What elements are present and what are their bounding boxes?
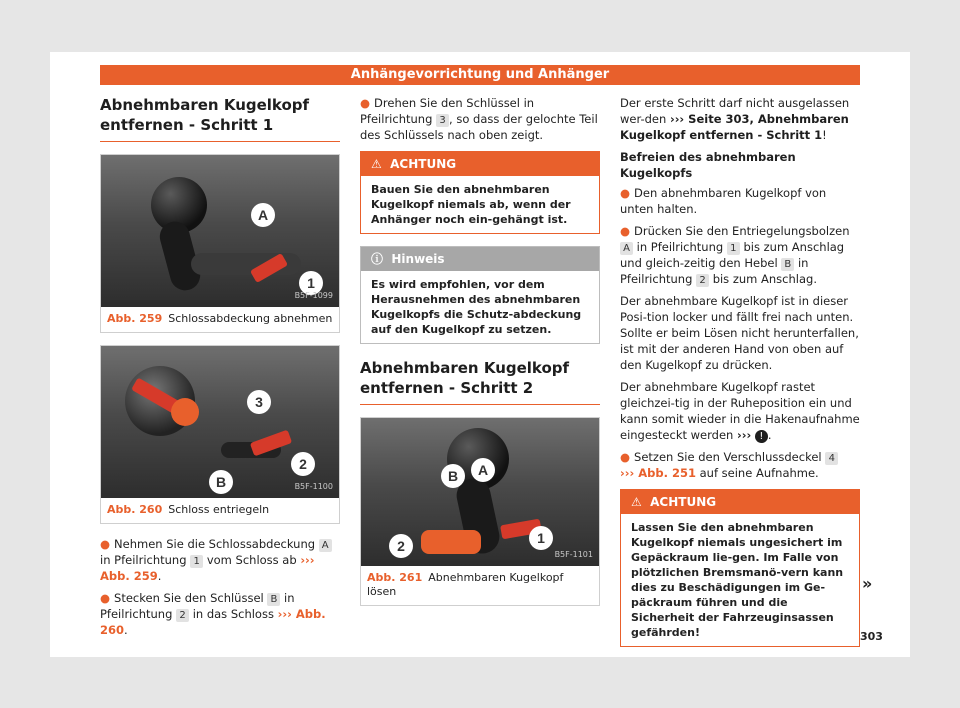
hand-illustration (421, 530, 481, 554)
lock-cover-illustration (171, 398, 199, 426)
figure-259 (100, 154, 340, 333)
bullet-dot: ● (100, 591, 111, 605)
warning-box (360, 151, 600, 234)
callout-a: A (471, 458, 495, 482)
label-box: A (620, 242, 633, 255)
warning-text: Bauen Sie den abnehmbaren Kugelkopf niemals ab, wenn der Anhänger noch ein-gehängt ist. (371, 183, 571, 226)
callout-1: 1 (299, 271, 323, 295)
figure-link[interactable]: ››› Abb. 251 (620, 466, 696, 480)
label-box: 3 (436, 114, 449, 127)
subheading-free-ball: Befreien des abnehmbaren Kugelkopfs (620, 150, 796, 180)
info-icon: ⓘ (371, 252, 384, 266)
warning-header: ⚠ ACHTUNG (621, 490, 859, 514)
bullet-turn-key: ● Drehen Sie den Schlüssel in Pfeilrichtung 3 , so dass der gelochte Teil des Schlüssels nach oben zeigt. (360, 96, 598, 142)
caption-text: Schlossabdeckung abnehmen (168, 312, 333, 325)
figure-260-caption (101, 498, 339, 523)
bullet-dot: ● (620, 450, 631, 464)
bullet-dot: ● (620, 224, 631, 238)
note-text: Es wird empfohlen, vor dem Herausnehmen des abnehmbaren Kugelkopfs die Schutz-abdeckung auf den Kugelkopf zu setzen. (371, 278, 582, 336)
label-box: B (267, 593, 280, 606)
bullet-insert-key: ● Stecken Sie den Schlüssel B in Pfeilrichtung 2 in das Schloss ››› Abb. 260. (100, 591, 326, 637)
page-number: 303 (860, 630, 883, 643)
page-link[interactable]: ››› Seite 303, Abnehmbaren Kugelkopf entfernen - Schritt 1 (620, 112, 849, 142)
title-rule (100, 141, 340, 142)
section-title-step1: Abnehmbaren Kugelkopf entfernen - Schritt 1 (100, 96, 310, 134)
bullet-remove-cover: ● Nehmen Sie die Schlossabdeckung A in Pfeilrichtung 1 vom Schloss ab ››› Abb. 259. (100, 536, 340, 584)
figure-261-image (361, 418, 599, 566)
figure-260-image (101, 346, 339, 498)
label-box: 4 (825, 452, 838, 465)
exclamation-icon: ! (755, 430, 768, 443)
label-box: 1 (190, 555, 203, 568)
callout-2: 2 (291, 452, 315, 476)
bullet-press-bolt: ● Drücken Sie den Entriegelungsbolzen A in Pfeilrichtung 1 bis zum Anschlag und gleich-zeitig den Hebel B in Pfeilrichtung 2 bis zum Anschlag. (620, 224, 850, 286)
caption-text: Schloss entriegeln (168, 503, 270, 516)
label-box: A (319, 539, 332, 552)
figure-number: Abb. 259 (107, 312, 163, 325)
callout-b: B (209, 470, 233, 494)
column-3 (620, 95, 860, 659)
figure-number: Abb. 260 (107, 503, 163, 516)
figure-link[interactable]: ››› Abb. 259 (100, 553, 315, 583)
figure-link[interactable]: ››› Abb. 260 (100, 607, 326, 637)
warning-text: Lassen Sie den abnehmbaren Kugelkopf niemals ungesichert im Gepäckraum lie-gen. Im Falle von plötzlichen Bremsmanö-vern kann dies zu Beschädigungen im Ge-päckraum führen und die Sicherheit der Fahrzeuginsassen gefährden! (631, 521, 844, 639)
column-2 (360, 95, 600, 618)
figure-number: Abb. 261 (367, 571, 423, 584)
warning-triangle-icon: ⚠ (631, 495, 642, 509)
warning-box (620, 489, 860, 647)
label-box: B (781, 258, 794, 271)
label-box: 2 (176, 609, 189, 622)
callout-1: 1 (529, 526, 553, 550)
callout-3: 3 (247, 390, 271, 414)
bullet-dot: ● (620, 186, 631, 200)
paragraph-rest-position: Der abnehmbare Kugelkopf rastet gleichzei-tig in der Ruheposition ein und kann somit wieder in die Hakenaufnahme eingesteckt werden ››› ! . (620, 380, 860, 442)
image-code: B5F-1099 (294, 291, 333, 300)
image-code: B5F-1101 (554, 550, 593, 559)
figure-261 (360, 417, 600, 606)
warning-triangle-icon: ⚠ (371, 157, 382, 171)
chapter-header: Anhängevorrichtung und Anhänger (100, 65, 860, 85)
label-box: 1 (727, 242, 740, 255)
figure-260 (100, 345, 340, 524)
bullet-hold-ball: ● Den abnehmbaren Kugelkopf von unten halten. (620, 186, 827, 216)
paragraph-loose-ball: Der abnehmbare Kugelkopf ist in dieser Posi-tion locker und fällt frei nach unten. Sollte er beim Lösen nicht herunterfallen, ist mit der anderen Hand von oben auf den Kugelkopf zu drücken. (620, 294, 859, 372)
callout-b: B (441, 464, 465, 488)
paragraph-first-step: Der erste Schritt darf nicht ausgelassen wer-den ››› Seite 303, Abnehmbaren Kugelkopf entfernen - Schritt 1! (620, 96, 850, 142)
continue-mark: » (862, 574, 873, 593)
figure-261-caption (361, 566, 599, 605)
figure-259-image (101, 155, 339, 307)
warning-link[interactable]: ››› (736, 428, 752, 442)
note-box (360, 246, 600, 344)
bullet-dot: ● (100, 537, 111, 551)
section-title-step2: Abnehmbaren Kugelkopf entfernen - Schritt 2 (360, 359, 570, 397)
title-rule (360, 404, 600, 405)
bullet-cover-cap: ● Setzen Sie den Verschlussdeckel 4 ››› Abb. 251 auf seine Aufnahme. (620, 449, 860, 481)
column-1 (100, 95, 340, 644)
caption-text: Abnehmbaren Kugelkopf lösen (367, 571, 564, 598)
figure-259-caption (101, 307, 339, 332)
bullet-dot: ● (360, 96, 371, 110)
label-box: 2 (696, 274, 709, 287)
callout-2: 2 (389, 534, 413, 558)
warning-header: ⚠ ACHTUNG (361, 152, 599, 176)
note-header: ⓘ Hinweis (361, 247, 599, 271)
callout-a: A (251, 203, 275, 227)
image-code: B5F-1100 (294, 482, 333, 491)
